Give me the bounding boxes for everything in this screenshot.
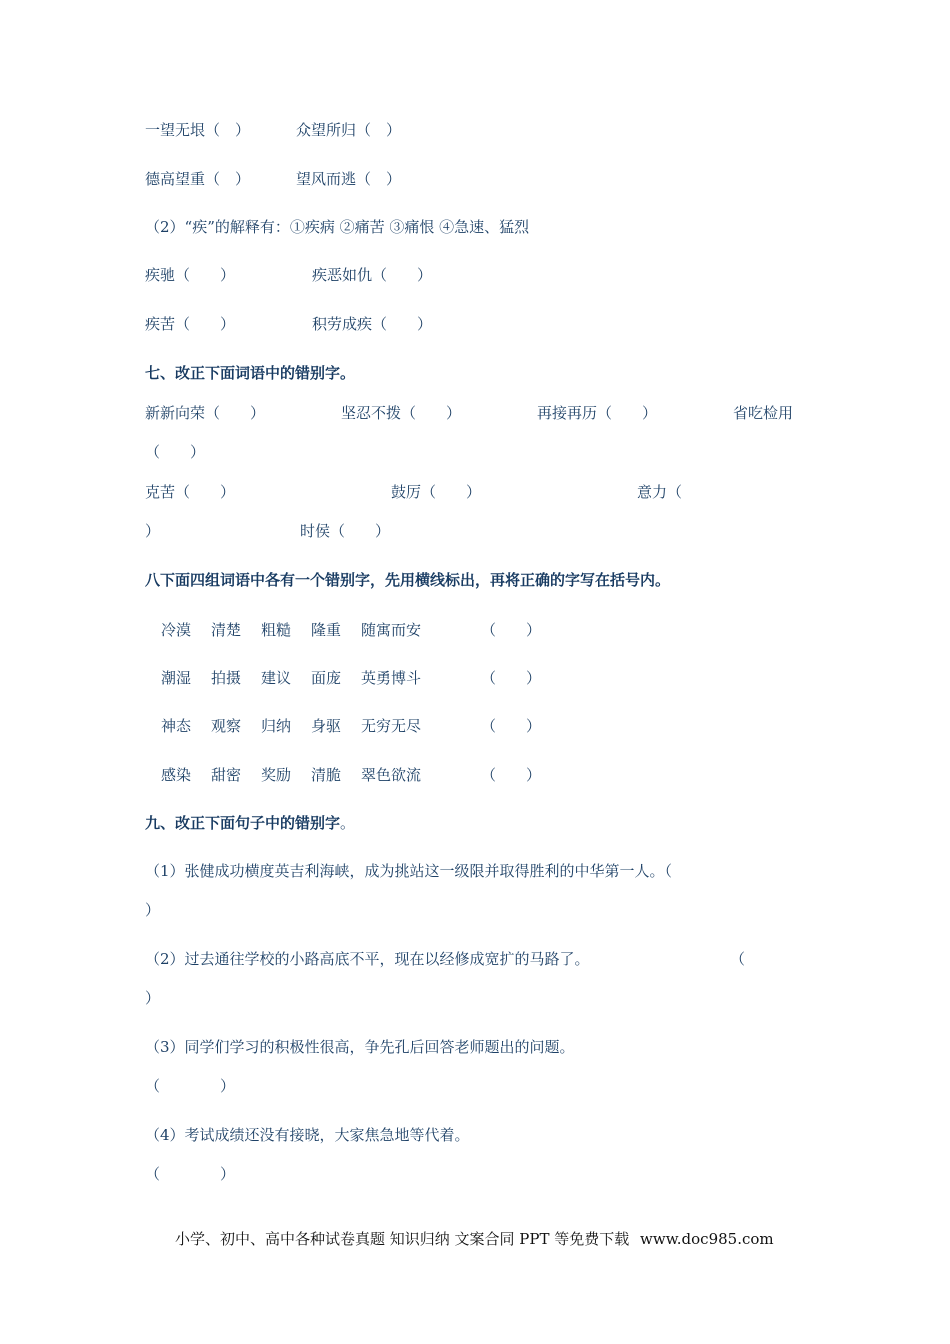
word: 感染 — [161, 766, 192, 784]
word-item: 意力（ — [637, 483, 683, 501]
word: 身驱 — [311, 717, 342, 735]
word: 清脆 — [311, 766, 342, 784]
footer — [175, 1228, 774, 1249]
word-item: 时侯（ ） — [300, 522, 391, 540]
word-item: 再接再历（ ） — [537, 404, 658, 422]
sentence-1: （1）张健成功横度英吉利海峡，成为挑站这一级限并取得胜利的中华第一人。（ — [145, 862, 673, 880]
word: 粗糙 — [261, 621, 292, 639]
word: 无穷无尽 — [361, 717, 422, 735]
word-item: 疾驰（ ） — [145, 266, 236, 284]
word-item: 新新向荣（ ） — [145, 404, 266, 422]
word-item: 一望无垠（ ） — [145, 121, 251, 139]
answer-paren-close: ） — [145, 522, 161, 540]
word-item: 省吃检用 — [733, 404, 794, 422]
answer-paren: （ ） — [145, 1165, 236, 1183]
footer-text: 小学、初中、高中各种试卷真题 知识归纳 文案合同 PPT 等免费下载 — [175, 1230, 630, 1248]
answer-paren: （ ） — [145, 1077, 236, 1095]
word-item: 德高望重（ ） — [145, 170, 251, 188]
word-item: 坚忍不拨（ ） — [341, 404, 462, 422]
word-item: 疾苦（ ） — [145, 315, 236, 333]
word-item: 鼓厉（ ） — [391, 483, 482, 501]
word: 神态 — [161, 717, 192, 735]
word-item: 克苦（ ） — [145, 483, 236, 501]
answer-paren: （ ） — [481, 717, 542, 735]
word: 建议 — [261, 669, 292, 687]
answer-paren-close: ） — [145, 989, 161, 1007]
word: 拍摄 — [211, 669, 242, 687]
footer-url[interactable]: www.doc985.com — [640, 1230, 774, 1248]
word: 奖励 — [261, 766, 292, 784]
answer-paren: （ ） — [145, 443, 206, 461]
answer-paren: （ ） — [481, 669, 542, 687]
section-9-title: 九、改正下面句子中的错别字 — [145, 814, 341, 832]
answer-paren: （ ） — [481, 621, 542, 639]
section-7-heading: 七、改正下面词语中的错别字。 — [145, 364, 356, 382]
section-9-heading — [145, 812, 355, 833]
word: 观察 — [211, 717, 242, 735]
word: 随寓而安 — [361, 621, 422, 639]
word: 清楚 — [211, 621, 242, 639]
word: 甜密 — [211, 766, 242, 784]
word-item: 积劳成疾（ ） — [312, 315, 433, 333]
answer-paren-close: ） — [145, 901, 161, 919]
sentence-2: （2）过去通往学校的小路高底不平，现在以经修成宽扩的马路了。 — [145, 950, 590, 968]
word: 面庞 — [311, 669, 342, 687]
word: 翠色欲流 — [361, 766, 422, 784]
word: 隆重 — [311, 621, 342, 639]
word: 冷漠 — [161, 621, 192, 639]
section-8-heading: 八下面四组词语中各有一个错别字，先用横线标出，再将正确的字写在括号内。 — [145, 571, 671, 589]
word-item: 疾恶如仇（ ） — [312, 266, 433, 284]
sentence-3: （3）同学们学习的积极性很高，争先孔后回答老师题出的问题。 — [145, 1038, 575, 1056]
word: 潮湿 — [161, 669, 192, 687]
section-9-title-end: 。 — [340, 814, 356, 832]
question-text: （2）“疾”的解释有：①疾病 ②痛苦 ③痛恨 ④急速、猛烈 — [145, 218, 530, 236]
answer-paren: （ ） — [481, 766, 542, 784]
word-item: 望风而逃（ ） — [296, 170, 402, 188]
sentence-4: （4）考试成绩还没有接晓，大家焦急地等代着。 — [145, 1126, 470, 1144]
answer-paren-open: （ — [730, 950, 746, 968]
word: 英勇博斗 — [361, 669, 422, 687]
word-item: 众望所归（ ） — [296, 121, 402, 139]
word: 归纳 — [261, 717, 292, 735]
